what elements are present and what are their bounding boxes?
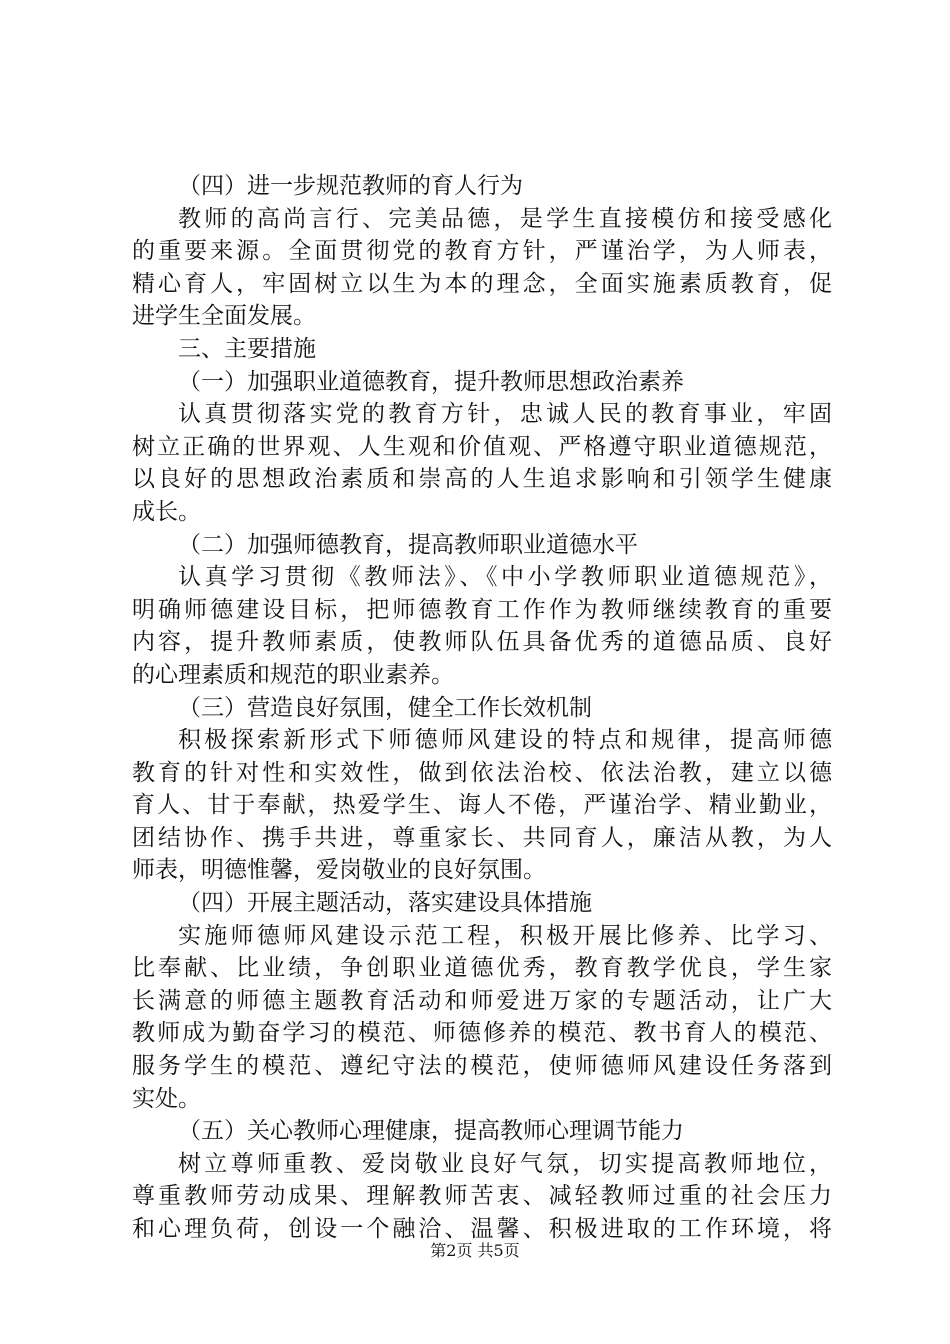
paragraph-first-line: 三、主要措施 [178,335,316,362]
paragraph-line: 尊重教师劳动成果、理解教师苦衷、减轻教师过重的社会压力 [132,1183,832,1210]
paragraph-line: 育人、甘于奉献，热爱学生、诲人不倦，严谨治学、精业勤业， [132,792,832,819]
paragraph-first-line: （四）进一步规范教师的育人行为 [178,173,523,199]
paragraph-first-line: （二）加强师德教育，提高教师职业道德水平 [178,531,638,558]
paragraph-first-line: （三）营造良好氛围，健全工作长效机制 [178,694,592,721]
paragraph-first-line: 实施师德师风建设示范工程，积极开展比修养、比学习、 [178,922,832,949]
paragraph-line: 师表，明德惟馨，爱岗敬业的良好氛围。 [132,857,546,884]
paragraph-line: 教师成为勤奋学习的模范、师德修养的模范、教书育人的模范、 [132,1020,832,1047]
paragraph-first-line: 树立尊师重教、爱岗敬业良好气氛，切实提高教师地位， [178,1150,832,1177]
paragraph-line: 长满意的师德主题教育活动和师爱进万家的专题活动，让广大 [132,987,832,1014]
page-footer [0,1240,950,1262]
paragraph-line: 以良好的思想政治素质和崇高的人生追求影响和引领学生健康 [132,466,832,493]
paragraph-line: 明确师德建设目标，把师德教育工作作为教师继续教育的重要 [132,596,832,623]
paragraph-line: 精心育人，牢固树立以生为本的理念，全面实施素质教育，促 [132,270,832,297]
paragraph-first-line: （一）加强职业道德教育，提升教师思想政治素养 [178,368,684,395]
paragraph-first-line: 积极探索新形式下师德师风建设的特点和规律，提高师德 [178,727,832,754]
paragraph-line: 服务学生的模范、遵纪守法的模范，使师德师风建设任务落到 [132,1053,832,1080]
paragraph-line: 实处。 [132,1085,201,1112]
paragraph-line: 内容，提升教师素质，使教师队伍具备优秀的道德品质、良好 [132,629,832,656]
paragraph-line: 树立正确的世界观、人生观和价值观、严格遵守职业道德规范， [132,433,832,460]
paragraph-line: 成长。 [132,498,201,525]
paragraph-first-line: （四）开展主题活动，落实建设具体措施 [178,890,592,917]
document-body [132,170,832,1246]
paragraph-line: 团结协作、携手共进，尊重家长、共同育人，廉洁从教，为人 [132,824,832,851]
paragraph-line: 和心理负荷，创设一个融洽、温馨、积极进取的工作环境，将 [132,1216,832,1242]
page-number-label: 第2页 共5页 [430,1241,520,1260]
paragraph-line: 的心理素质和规范的职业素养。 [132,661,454,688]
paragraph-first-line: 认真贯彻落实党的教育方针，忠诚人民的教育事业，牢固 [178,401,832,428]
paragraph-line: 的重要来源。全面贯彻党的教育方针，严谨治学，为人师表， [132,238,832,265]
paragraph-first-line: 教师的高尚言行、完美品德，是学生直接模仿和接受感化 [178,205,832,232]
paragraph-line: 比奉献、比业绩，争创职业道德优秀，教育教学优良，学生家 [132,955,832,982]
paragraph-line: 教育的针对性和实效性，做到依法治校、依法治教，建立以德 [132,759,832,786]
paragraph-first-line: （五）关心教师心理健康，提高教师心理调节能力 [178,1118,684,1145]
paragraph-line: 进学生全面发展。 [132,303,316,330]
paragraph-first-line: 认真学习贯彻《教师法》、《中小学教师职业道德规范》， [178,564,832,591]
